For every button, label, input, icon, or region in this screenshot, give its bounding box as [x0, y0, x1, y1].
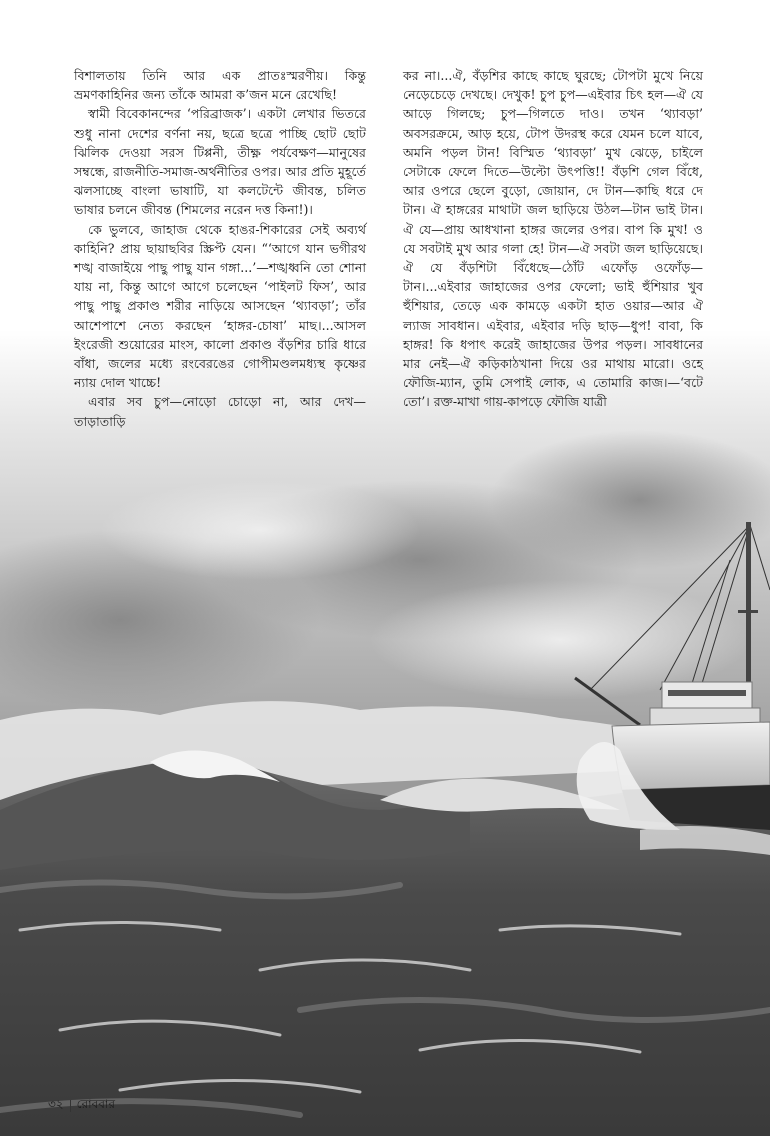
page-footer — [48, 1096, 115, 1116]
footer-divider — [70, 1100, 71, 1112]
magazine-name: রোববার — [76, 1097, 115, 1111]
paragraph: কে ভুলবে, জাহাজ থেকে হাঙর-শিকারের সেই অব্যর্থ কাহিনি? প্রায় ছায়াছবির স্ক্রিপ্ট যেন। “‘আগে যান ভগীরথ শঙ্খ বাজাইয়ে পাছু পাছু যান গঙ্গা...’—শঙ্খধ্বনি তো শোনা যায় না, কিন্তু আগে আগে চলেছেন ‘পাইলট ফিস’, আর পাছু পাছু প্রকাণ্ড শরীর নাড়িয়ে আসছেন ‘থ্যাবড়া’; তাঁর আশেপাশে নেত্য করছেন ‘হাঙ্গর-চোষা’ মাছ।...আসল ইংরেজী শুয়োরের মাংস, কালো প্রকাণ্ড বঁড়শির চারি ধারে বাঁধা, জলের মধ্যে রংবেরঙের গোপীমণ্ডলমধ্যস্থ কৃষ্ণের ন্যায় দোল খাচ্চে! — [74, 221, 366, 391]
paragraph: বিশালতায় তিনি আর এক প্রাতঃস্মরণীয়। কিন্তু ভ্রমণকাহিনির জন্য তাঁকে আমরা ক’জন মনে রেখেছি! — [74, 68, 366, 103]
paragraph: স্বামী বিবেকানন্দের ‘পরিব্রাজক’। একটা লেখার ভিতরে শুধু নানা দেশের বর্ণনা নয়, ছত্রে ছত্রে পাচ্ছি ছোট ছোট ঝিলিক দেওয়া সরস টিপ্পনী, তীক্ষ্ণ পর্যবেক্ষণ—মানুষের সম্বন্ধে, রাজনীতি-সমাজ-অর্থনীতির ওপর। আর প্রতি মুহূর্তে ঝলসাচ্ছে বাংলা ভাষাটি, যা কলটেন্টে জীবন্ত, চলিত ভাষার চলনে জীবন্ত (শিমলের নরেন দত্ত কিনা!)। — [74, 106, 366, 218]
article-column-right — [403, 66, 703, 412]
paragraph: এবার সব চুপ—নোড়ো চোড়ো না, আর দেখ—তাড়াতাড়ি — [74, 394, 366, 429]
article-column-left — [74, 66, 366, 431]
ship-painting — [0, 330, 770, 1136]
paragraph: কর না।...ঐ, বঁড়শির কাছে কাছে ঘুরছে; টোপটা মুখে নিয়ে নেড়েচেড়ে দেখছে। দেখুক! চুপ চুপ—এইবার চিৎ হল—ঐ যে আড়ে গিলছে; চুপ—গিলতে দাও। তখন ‘থ্যাবড়া’ অবসরক্রমে, আড় হয়ে, টোপ উদরস্থ করে যেমন চলে যাবে, অমনি পড়ল টান! বিস্মিত ‘থ্যাবড়া’ মুখ ঝেড়ে, চাইলে সেটাকে ফেলে দিতে—উল্টো উৎপত্তি!! বঁড়শি গেল বিঁধে, আর ওপরে ছেলে বুড়ো, জোয়ান, দে টান—কাছি ধরে দে টান। ঐ হাঙ্গরের মাথাটা জল ছাড়িয়ে উঠল—টান ভাই টান। ঐ যে—প্রায় আধখানা হাঙ্গর জলের ওপর। বাপ কি মুখ! ও যে সবটাই মুখ আর গলা হে! টান—ঐ সবটা জল ছাড়িয়েছে। ঐ যে বঁড়শিটা বিঁধেছে—ঠোঁট এফোঁড় ওফোঁড়—টান।...এইবার জাহাজের ওপর ফেলো; ভাই হুঁশিয়ার খুব হুঁশিয়ার, তেড়ে এক কামড়ে একটা হাত ওয়ার—আর ঐ ল্যাজ সাবধান। এইবার, এইবার দড়ি ছাড়—ধুপ! বাবা, কি হাঙ্গর! কি ধপাৎ করেই জাহাজের উপর পড়ল। সাবধানের মার নেই—ঐ কড়িকাঠখানা দিয়ে ওর মাথায় মারো। ওহে ফৌজি-ম্যান, তুমি সেপাই লোক, এ তোমারি কাজ।—‘বটে তো’। রক্ত-মাখা গায়-কাপড়ে ফৌজি যাত্রী — [403, 68, 703, 410]
page-number: ৩২ — [48, 1097, 64, 1111]
